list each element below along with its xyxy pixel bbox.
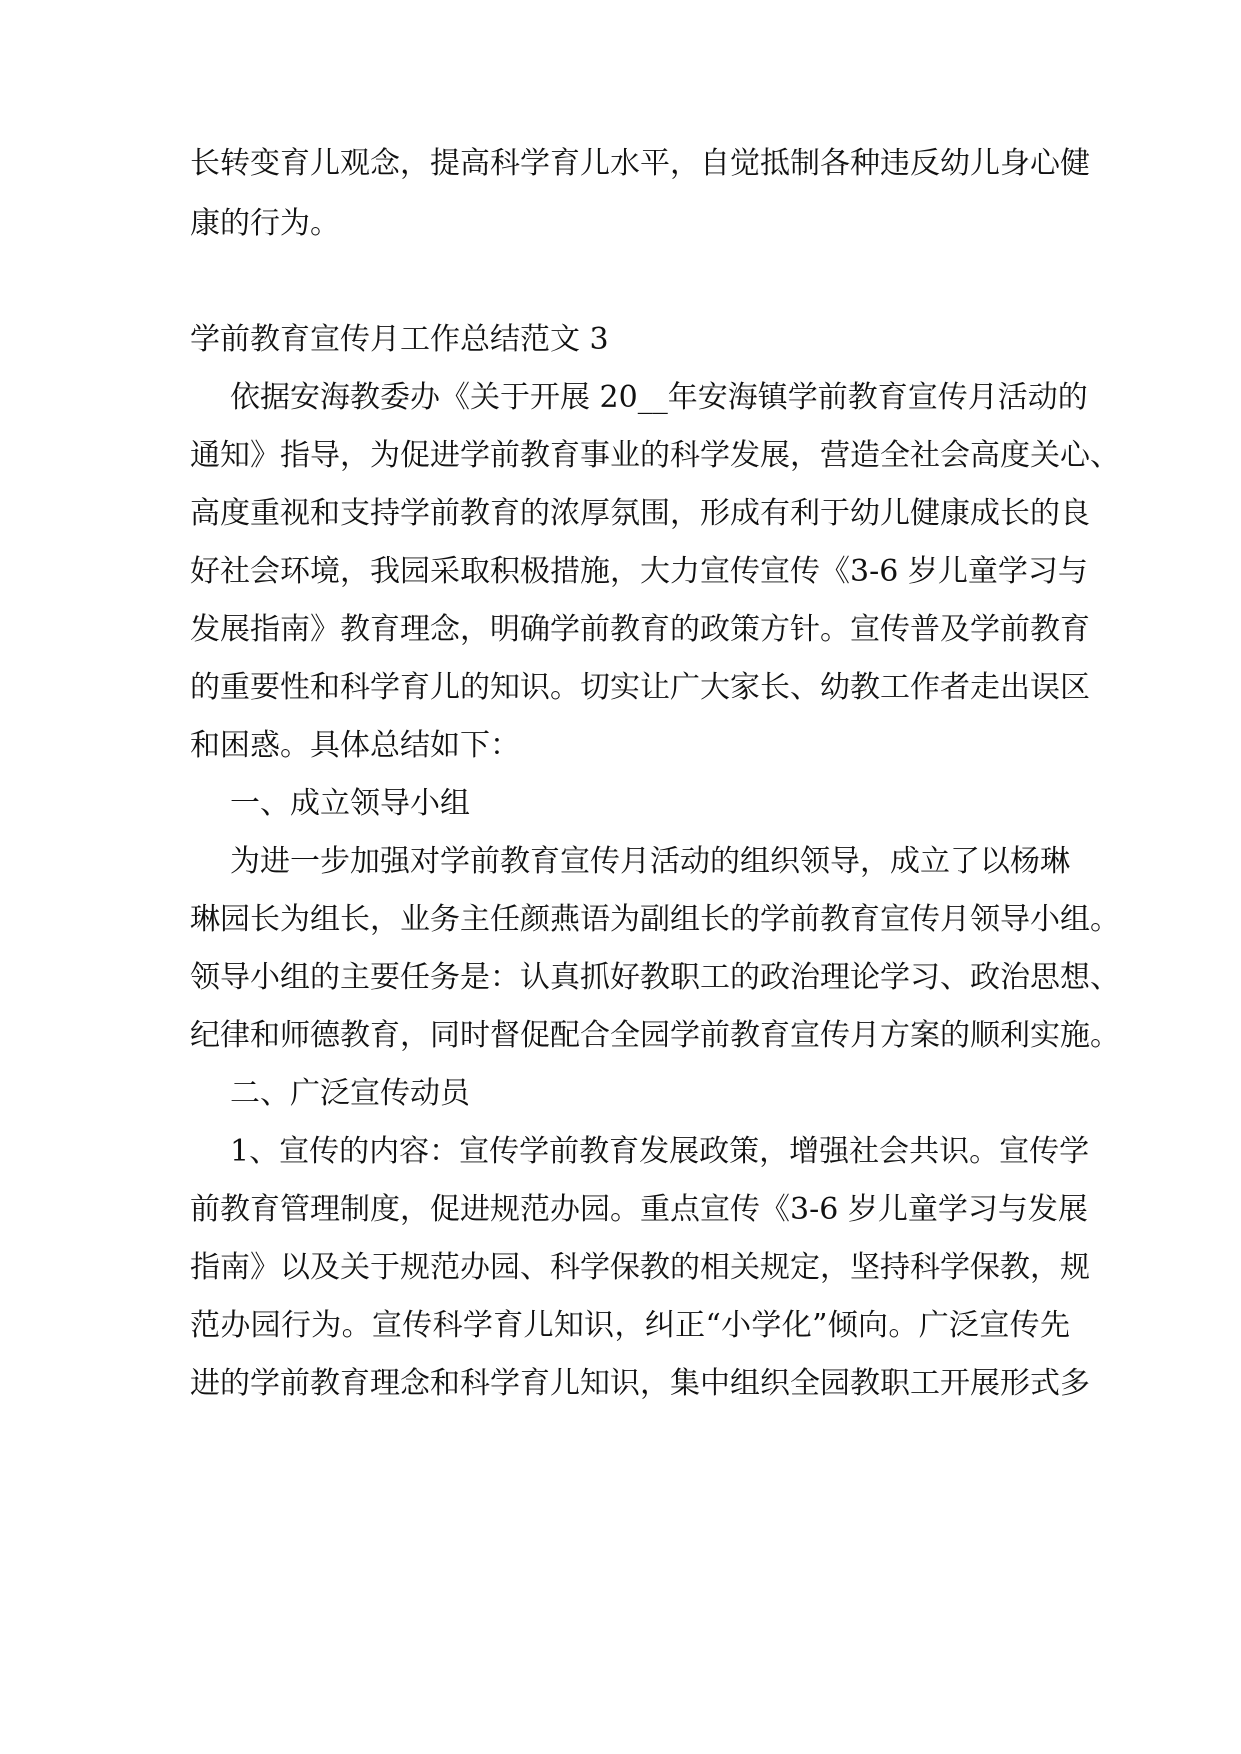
para2-line-3: 指南》以及关于规范办园、科学保教的相关规定，坚持科学保教，规 <box>190 1250 1090 1285</box>
intro-line-5: 发展指南》教育理念，明确学前教育的政策方针。宣传普及学前教育 <box>190 612 1090 647</box>
intro-line-2: 通知》指导，为促进学前教育事业的科学发展，营造全社会高度关心、 <box>190 438 1120 473</box>
intro-line-4: 好社会环境，我园采取积极措施，大力宣传宣传《3-6 岁儿童学习与 <box>190 554 1088 589</box>
para2-line-5: 进的学前教育理念和科学育儿知识，集中组织全园教职工开展形式多 <box>190 1366 1090 1401</box>
para1-line-2: 琳园长为组长，业务主任颜燕语为副组长的学前教育宣传月领导小组。 <box>190 902 1120 937</box>
heading-publicity-mobilization: 二、广泛宣传动员 <box>230 1076 470 1111</box>
para2-line-1: 1、宣传的内容：宣传学前教育发展政策，增强社会共识。宣传学 <box>230 1134 1090 1169</box>
section-title: 学前教育宣传月工作总结范文 3 <box>190 322 609 357</box>
intro-line-6: 的重要性和科学育儿的知识。切实让广大家长、幼教工作者走出误区 <box>190 670 1090 705</box>
fragment-line-2: 康的行为。 <box>190 206 340 241</box>
intro-line-1: 依据安海教委办《关于开展 20__年安海镇学前教育宣传月活动的 <box>230 380 1088 415</box>
para1-line-4: 纪律和师德教育，同时督促配合全园学前教育宣传月方案的顺利实施。 <box>190 1018 1120 1053</box>
para1-line-3: 领导小组的主要任务是：认真抓好教职工的政治理论学习、政治思想、 <box>190 960 1120 995</box>
intro-line-3: 高度重视和支持学前教育的浓厚氛围，形成有利于幼儿健康成长的良 <box>190 496 1090 531</box>
para1-line-1: 为进一步加强对学前教育宣传月活动的组织领导，成立了以杨琳 <box>230 844 1070 879</box>
para2-line-2: 前教育管理制度，促进规范办园。重点宣传《3-6 岁儿童学习与发展 <box>190 1192 1088 1227</box>
heading-leadership-group: 一、成立领导小组 <box>230 786 470 821</box>
para2-line-4: 范办园行为。宣传科学育儿知识，纠正“小学化”倾向。广泛宣传先 <box>190 1308 1070 1343</box>
fragment-line-1: 长转变育儿观念，提高科学育儿水平，自觉抵制各种违反幼儿身心健 <box>190 146 1090 181</box>
intro-line-7: 和困惑。具体总结如下： <box>190 728 520 763</box>
